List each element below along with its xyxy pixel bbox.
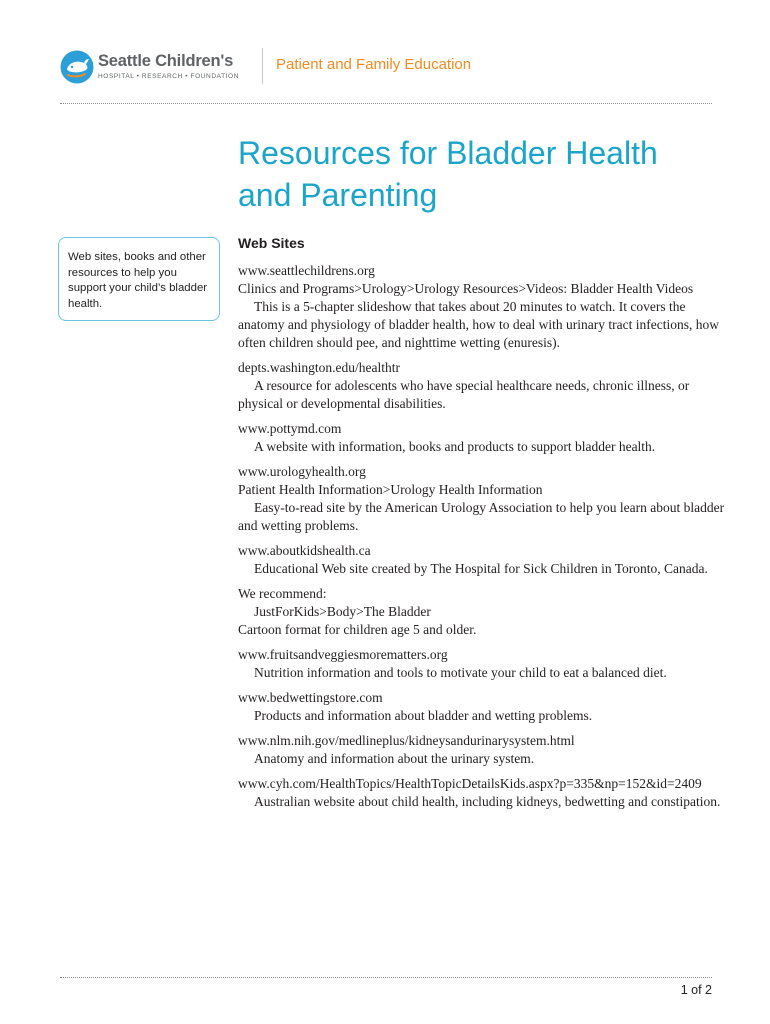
resource-item	[238, 359, 728, 413]
resource-url: www.aboutkidshealth.ca	[238, 543, 371, 558]
program-name: Patient and Family Education	[276, 56, 472, 73]
page-title: Resources for Bladder Health and Parenting	[238, 135, 658, 213]
resource-item	[238, 689, 728, 725]
resource-url: depts.washington.edu/healthtr	[238, 360, 400, 375]
resource-url: www.nlm.nih.gov/medlineplus/kidneysandurinarysystem.html	[238, 733, 575, 748]
resource-description: Nutrition information and tools to motivate your child to eat a balanced diet.	[254, 665, 667, 680]
resource-list	[238, 262, 728, 818]
resource-path: JustForKids>Body>The Bladder	[254, 604, 431, 619]
resource-description: Anatomy and information about the urinary system.	[254, 751, 535, 766]
recommend-label: We recommend:	[238, 586, 327, 601]
resource-url: www.pottymd.com	[238, 421, 342, 436]
resource-description: Easy-to-read site by the American Urology Association to help you learn about bladder and wetting problems.	[238, 500, 725, 533]
summary-callout: Web sites, books and other resources to help you support your child’s bladder health.	[58, 237, 220, 321]
resource-url: www.seattlechildrens.org	[238, 263, 375, 278]
resource-description: This is a 5-chapter slideshow that takes about 20 minutes to watch. It covers the anatomy and physiology of bladder health, how to deal with urinary tract infections, how often children should pee, and nighttime wetting (enuresis).	[238, 299, 720, 350]
resource-path: Patient Health Information>Urology Health Information	[238, 482, 543, 497]
resource-path: Clinics and Programs>Urology>Urology Resources>Videos: Bladder Health Videos	[238, 281, 694, 296]
header-divider	[262, 48, 263, 84]
resource-item	[238, 732, 728, 768]
page-header	[60, 46, 720, 86]
resource-url: www.cyh.com/HealthTopics/HealthTopicDetailsKids.aspx?p=335&np=152&id=2409	[238, 776, 702, 791]
resource-description: A resource for adolescents who have special healthcare needs, chronic illness, or physical or developmental disabilities.	[238, 378, 690, 411]
section-heading: Web Sites	[238, 235, 305, 251]
resource-url: www.fruitsandveggiesmorematters.org	[238, 647, 448, 662]
resource-url: www.urologyhealth.org	[238, 464, 366, 479]
resource-item	[238, 542, 728, 578]
brand-tagline: HOSPITAL • RESEARCH • FOUNDATION	[98, 73, 240, 80]
resource-description: A website with information, books and products to support bladder health.	[254, 439, 656, 454]
resource-item	[238, 420, 728, 456]
brand-name: Seattle Children's	[98, 52, 234, 70]
resource-item	[238, 646, 728, 682]
whale-logo-icon	[60, 50, 94, 84]
resource-description: Educational Web site created by The Hospital for Sick Children in Toronto, Canada.	[254, 561, 708, 576]
resource-item	[238, 775, 728, 811]
top-divider	[60, 103, 712, 104]
resource-description: Australian website about child health, including kidneys, bedwetting and constipation.	[254, 794, 721, 809]
page-number: 1 of 2	[680, 983, 712, 997]
resource-description: Products and information about bladder and wetting problems.	[254, 708, 593, 723]
resource-item	[238, 262, 728, 352]
resource-url: www.bedwettingstore.com	[238, 690, 383, 705]
bottom-divider	[60, 977, 712, 978]
resource-item	[238, 463, 728, 535]
resource-description: Cartoon format for children age 5 and older.	[238, 622, 477, 637]
resource-item	[238, 585, 728, 639]
